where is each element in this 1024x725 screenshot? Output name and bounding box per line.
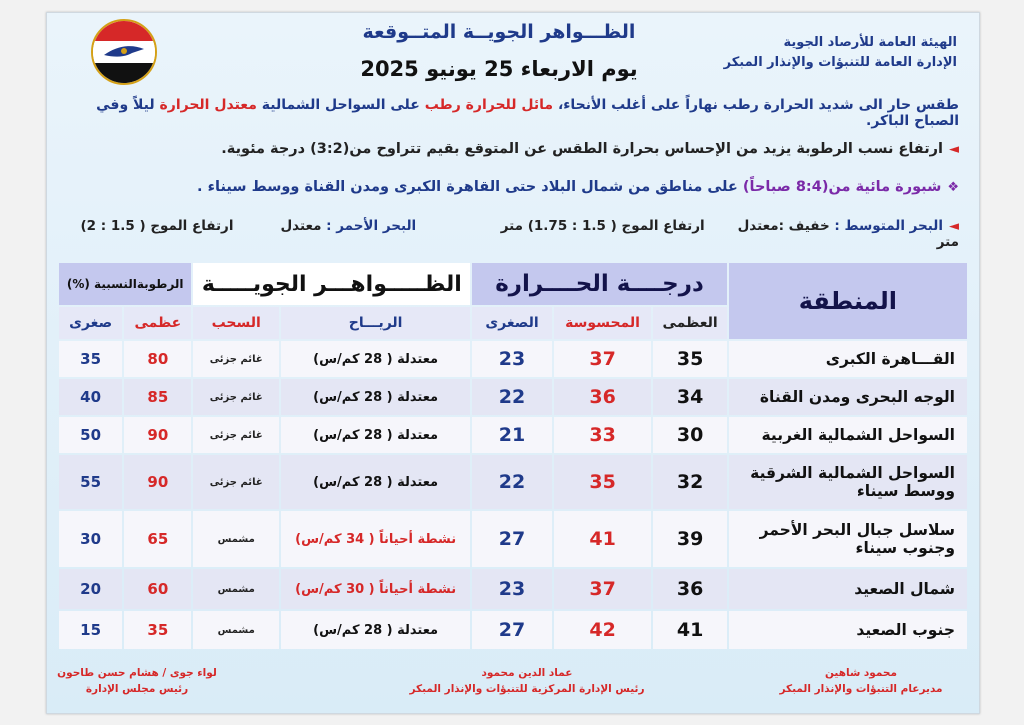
feels-like-header: المحسوسة xyxy=(554,307,652,339)
triangle-bullet-icon: ◄ xyxy=(949,142,959,157)
forecast-date: يوم الاربعاء 25 يونيو 2025 xyxy=(360,57,638,81)
max-temp-cell: 30 xyxy=(653,417,726,453)
humidity-min-cell: 20 xyxy=(59,569,122,609)
logo-aircraft-icon xyxy=(102,39,146,65)
signature-left xyxy=(57,667,217,695)
wind-cell: معتدلة ( 28 كم/س) xyxy=(281,379,470,415)
cloud-cell: غائم جزئى xyxy=(193,379,279,415)
feels-like-cell: 37 xyxy=(554,569,652,609)
region-cell: السواحل الشمالية الغربية xyxy=(729,417,967,453)
max-temp-cell: 39 xyxy=(653,511,726,567)
humidity-min-cell: 35 xyxy=(59,341,122,377)
signature-left-name: لواء جوى / هشام حسن طاحون xyxy=(57,667,217,679)
summary-part-2: على أغلب الأنحاء، xyxy=(553,97,686,113)
region-cell: جنوب الصعيد xyxy=(729,611,967,649)
min-temp-cell: 21 xyxy=(472,417,551,453)
summary-part-6: ليلاً وفي الصباح الباكر. xyxy=(96,97,959,129)
table-row xyxy=(59,569,967,609)
humidity-min-cell: 50 xyxy=(59,417,122,453)
organization-name: الهيئة العامة للأرصاد الجوية xyxy=(783,35,957,50)
max-temp-cell: 36 xyxy=(653,569,726,609)
wind-cell: معتدلة ( 28 كم/س) xyxy=(281,611,470,649)
signature-center-title: رئيس الإدارة المركزية للتنبؤات والإنذار المبكر xyxy=(409,683,645,695)
feels-like-cell: 33 xyxy=(554,417,652,453)
med-wave-value: ( 1.5 : 1.75) متر xyxy=(500,218,617,234)
feels-like-cell: 42 xyxy=(554,611,652,649)
signature-right xyxy=(761,667,961,695)
triangle-bullet-icon: ◄ xyxy=(949,219,959,234)
table-row xyxy=(59,611,967,649)
max-temp-cell: 35 xyxy=(653,341,726,377)
feels-like-cell: 35 xyxy=(554,455,652,509)
cloud-cell: غائم جزئى xyxy=(193,341,279,377)
min-temp-cell: 22 xyxy=(472,455,551,509)
humidity-max-cell: 85 xyxy=(124,379,191,415)
humidity-note xyxy=(59,141,959,157)
cloud-cell: مشمس xyxy=(193,611,279,649)
fog-note xyxy=(59,179,959,195)
humidity-header: الرطوبةالنسبية (%) xyxy=(59,263,191,305)
signature-right-title: مديرعام التنبؤات والإنذار المبكر xyxy=(779,683,943,695)
humidity-min-cell: 15 xyxy=(59,611,122,649)
region-cell: شمال الصعيد xyxy=(729,569,967,609)
weather-summary xyxy=(59,97,959,129)
table-row xyxy=(59,379,967,415)
signature-left-title: رئيس مجلس الإدارة xyxy=(85,683,189,695)
sea-state-row xyxy=(59,218,959,250)
region-cell: الوجه البحرى ومدن القناة xyxy=(729,379,967,415)
red-wave-label: ارتفاع الموج xyxy=(150,218,234,234)
humidity-min-cell: 40 xyxy=(59,379,122,415)
wind-cell: معتدلة ( 28 كم/س) xyxy=(281,417,470,453)
cloud-cell: مشمس xyxy=(193,511,279,567)
red-sea-state: معتدل xyxy=(280,218,327,234)
table-row xyxy=(59,417,967,453)
humidity-max-cell: 80 xyxy=(124,341,191,377)
summary-part-5: معتدل الحرارة xyxy=(159,97,257,113)
forecast-sheet xyxy=(46,12,980,714)
humidity-min-header: صغرى xyxy=(59,307,122,339)
region-cell: سلاسل جبال البحر الأحمر وجنوب سيناء xyxy=(729,511,967,567)
signature-right-name: محمود شاهين xyxy=(824,667,898,679)
fog-note-areas: على مناطق من شمال البلاد حتى القاهرة الكبرى ومدن القناة ووسط سيناء . xyxy=(197,179,743,195)
signature-center xyxy=(377,667,677,695)
summary-part-4: على السواحل الشمالية xyxy=(256,97,425,113)
cloud-cell: مشمس xyxy=(193,569,279,609)
humidity-max-cell: 65 xyxy=(124,511,191,567)
logo-red-band xyxy=(93,21,155,41)
fog-note-time: شبورة مائية من(8:4 صباحاً) xyxy=(742,179,942,195)
region-header: المنطقة xyxy=(729,263,967,339)
humidity-max-cell: 90 xyxy=(124,417,191,453)
min-temp-header: الصغرى xyxy=(472,307,551,339)
humidity-min-cell: 55 xyxy=(59,455,122,509)
min-temp-cell: 23 xyxy=(472,341,551,377)
max-temp-cell: 41 xyxy=(653,611,726,649)
table-row xyxy=(59,455,967,509)
weather-phenomena-header: الظـــــواهـــر الجويـــــة xyxy=(193,263,470,305)
humidity-max-cell: 60 xyxy=(124,569,191,609)
max-temp-header: العظمى xyxy=(653,307,726,339)
wind-cell: نشطة أحياناً ( 34 كم/س) xyxy=(281,511,470,567)
page-title: الظـــواهر الجويــة المتــوقعة xyxy=(362,21,636,43)
feels-like-cell: 37 xyxy=(554,341,652,377)
cloud-cell: غائم جزئى xyxy=(193,455,279,509)
wind-cell: نشطة أحياناً ( 30 كم/س) xyxy=(281,569,470,609)
max-temp-cell: 32 xyxy=(653,455,726,509)
humidity-max-header: عظمى xyxy=(124,307,191,339)
region-cell: السواحل الشمالية الشرقية ووسط سيناء xyxy=(729,455,967,509)
clouds-header: السحب xyxy=(193,307,279,339)
max-temp-cell: 34 xyxy=(653,379,726,415)
forecast-rows xyxy=(59,341,967,649)
feels-like-cell: 41 xyxy=(554,511,652,567)
min-temp-cell: 27 xyxy=(472,611,551,649)
summary-part-3: مائل للحرارة رطب xyxy=(424,97,554,113)
min-temp-cell: 27 xyxy=(472,511,551,567)
med-sea-label: البحر المتوسط : xyxy=(834,218,943,234)
signature-center-name: عماد الدين محمود xyxy=(481,667,573,679)
region-cell: القـــاهرة الكبرى xyxy=(729,341,967,377)
wind-cell: معتدلة ( 28 كم/س) xyxy=(281,455,470,509)
min-temp-cell: 23 xyxy=(472,569,551,609)
humidity-max-cell: 35 xyxy=(124,611,191,649)
wind-header: الريـــاح xyxy=(281,307,470,339)
humidity-max-cell: 90 xyxy=(124,455,191,509)
table-row xyxy=(59,341,967,377)
summary-part-1: طقس حار الى شديد الحرارة رطب نهاراً xyxy=(685,97,959,113)
department-name: الإدارة العامة للتنبؤات والإنذار المبكر xyxy=(723,55,957,70)
med-wave-label: ارتفاع الموج xyxy=(621,218,705,234)
table-row xyxy=(59,511,967,567)
med-sea-state: خفيف :معتدل xyxy=(737,218,835,234)
logo-black-band xyxy=(93,63,155,83)
authority-logo xyxy=(91,19,157,85)
wind-cell: معتدلة ( 28 كم/س) xyxy=(281,341,470,377)
diamond-bullet-icon: ❖ xyxy=(947,180,959,195)
red-wave-value: ( 1.5 : 2) متر xyxy=(80,218,959,250)
forecast-table xyxy=(57,261,969,651)
cloud-cell: غائم جزئى xyxy=(193,417,279,453)
feels-like-cell: 36 xyxy=(554,379,652,415)
humidity-min-cell: 30 xyxy=(59,511,122,567)
humidity-note-text: ارتفاع نسب الرطوبة يزيد من الإحساس بحرارة الطقس عن المتوقع بقيم تتراوح من(3:2) درجة مئوية. xyxy=(221,141,943,157)
temperature-header: درجــــة الحــــرارة xyxy=(472,263,726,305)
red-sea-label: البحر الأحمر : xyxy=(326,218,417,234)
min-temp-cell: 22 xyxy=(472,379,551,415)
